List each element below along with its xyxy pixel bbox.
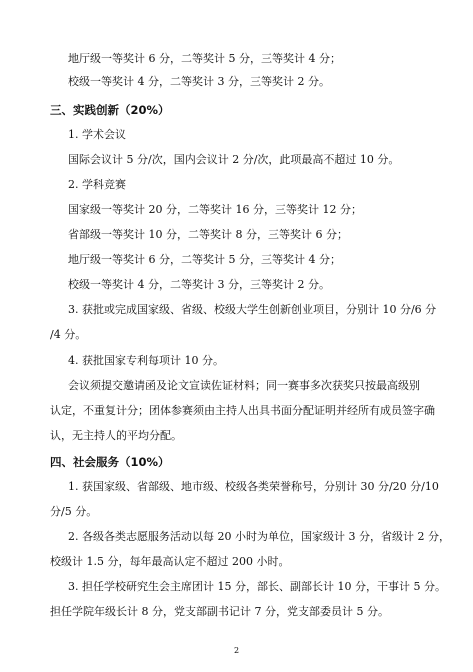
section-heading-social-service: 四、社会服务（10%）	[50, 455, 170, 469]
competition-line-school: 校级一等奖计 4 分，二等奖计 3 分，三等奖计 2 分。	[68, 278, 330, 291]
item-honor-titles: 1. 获国家级、省部级、地市级、校级各类荣誉称号，分别计 30 分/20 分/10	[68, 480, 439, 493]
item-volunteer-service-continued: 校级计 1.5 分，每年最高认定不超过 200 小时。	[50, 555, 290, 568]
note-line-2: 认定，不重复计分；团体参赛须由主持人出具书面分配证明并经所有成员签字确	[50, 404, 435, 417]
competition-line-municipal: 地厅级一等奖计 6 分，二等奖计 5 分，三等奖计 4 分；	[68, 253, 341, 266]
prize-line-municipal: 地厅级一等奖计 6 分，二等奖计 5 分，三等奖计 4 分；	[68, 52, 341, 65]
item-competition-title: 2. 学科竞赛	[68, 178, 126, 191]
prize-line-school: 校级一等奖计 4 分，二等奖计 3 分，三等奖计 2 分。	[68, 75, 330, 88]
page-number: 2	[233, 646, 240, 655]
item-honor-titles-continued: 分/5 分。	[50, 505, 98, 518]
note-line-3: 认，无主持人的平均分配。	[50, 429, 182, 442]
item-student-union-continued: 担任学院年级长计 8 分，党支部副书记计 7 分，党支部委员计 5 分。	[50, 605, 389, 618]
note-line-1: 会议须提交邀请函及论文宣读佐证材料；同一赛事多次获奖只按最高级别	[68, 379, 420, 392]
section-heading-practice-innovation: 三、实践创新（20%）	[50, 103, 170, 117]
item-innovation-project: 3. 获批或完成国家级、省级、校级大学生创新创业项目，分别计 10 分/6 分	[68, 303, 437, 316]
item-innovation-project-continued: /4 分。	[50, 328, 87, 341]
competition-line-national: 国家级一等奖计 20 分，二等奖计 16 分，三等奖计 12 分；	[68, 203, 362, 216]
item-academic-conference-title: 1. 学术会议	[68, 128, 126, 141]
item-student-union: 3. 担任学校研究生会主席团计 15 分，部长、副部长计 10 分，干事计 5 分。	[68, 580, 446, 593]
item-volunteer-service: 2. 各级各类志愿服务活动以每 20 小时为单位，国家级计 3 分，省级计 2 分，	[68, 530, 450, 543]
item-patent: 4. 获批国家专利每项计 10 分。	[68, 354, 224, 367]
item-academic-conference-body: 国际会议计 5 分/次，国内会议计 2 分/次，此项最高不超过 10 分。	[68, 153, 400, 166]
competition-line-provincial: 省部级一等奖计 10 分，二等奖计 8 分，三等奖计 6 分；	[68, 228, 348, 241]
